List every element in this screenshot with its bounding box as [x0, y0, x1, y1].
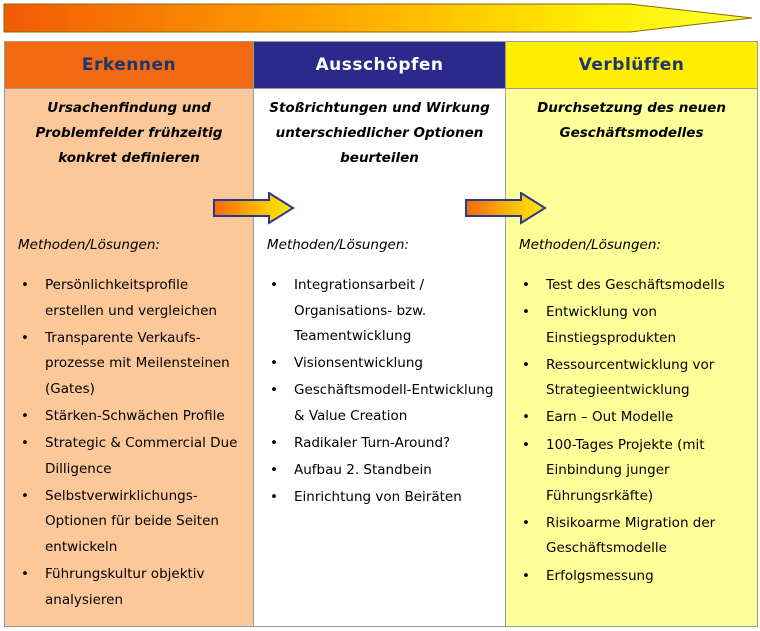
bullet-icon: •	[21, 487, 29, 504]
list-item-text: Einrichtung von Beiräten	[294, 489, 462, 506]
list-item	[21, 431, 245, 482]
list-item	[270, 458, 497, 484]
column-title: Ausschöpfen	[254, 42, 505, 89]
list-item	[522, 273, 749, 299]
list-item	[21, 562, 245, 613]
column-goal: Ursachenfindung und Problemfelder frühzeitig konkret definieren	[35, 100, 223, 166]
list-item	[270, 378, 497, 429]
methods-label: Methoden/Lösungen:	[519, 237, 661, 253]
bullet-icon: •	[21, 407, 29, 424]
list-item-text: Entwicklung von Einstiegsprodukten	[546, 304, 677, 346]
list-item-text: Risikoarme Migration der Geschäftsmodelle	[546, 514, 716, 557]
list-item	[270, 351, 497, 377]
bullet-icon: •	[21, 277, 29, 293]
list-item	[21, 484, 245, 561]
list-item-text: Aufbau 2. Standbein	[294, 462, 432, 479]
bullet-icon: •	[270, 277, 278, 293]
column-verblueffen	[505, 41, 758, 627]
list-item-text: Selbstverwirklichungs-Optionen für beide Seiten entwickeln	[45, 487, 219, 555]
column-erkennen	[4, 41, 254, 627]
list-item	[522, 405, 749, 431]
bullet-icon: •	[21, 435, 29, 452]
flow-arrow-icon	[465, 192, 547, 226]
list-item	[270, 273, 497, 350]
column-title: Erkennen	[5, 42, 253, 89]
method-list	[506, 273, 757, 591]
list-item	[522, 433, 749, 510]
column-goal: Durchsetzung des neuen Geschäftsmodelles	[537, 100, 726, 141]
column-goal: Stoßrichtungen und Wirkung unterschiedlicher Optionen beurteilen	[269, 100, 490, 166]
bullet-icon: •	[21, 329, 29, 346]
list-item-text: Ressourcentwicklung vor Strategieentwicklung	[546, 356, 715, 399]
bullet-icon: •	[270, 435, 278, 452]
list-item-text: Stärken-Schwächen Profile	[45, 407, 225, 424]
bullet-icon: •	[270, 355, 278, 372]
bullet-icon: •	[522, 277, 530, 293]
list-item-text: Integrationsarbeit / Organisations- bzw. Teamentwicklung	[294, 277, 427, 345]
method-list	[254, 273, 505, 512]
bullet-icon: •	[522, 356, 530, 373]
method-list	[5, 273, 253, 615]
list-item-text: Test des Geschäftsmodells	[546, 277, 725, 293]
list-item	[21, 326, 245, 403]
bullet-icon: •	[522, 304, 530, 321]
list-item	[522, 300, 749, 351]
bullet-icon: •	[270, 382, 278, 399]
list-item-text: Visionsentwicklung	[294, 355, 423, 372]
list-item-text: 100-Tages Projekte (mit Einbindung junger Führungsrkäfte)	[546, 436, 705, 504]
list-item	[522, 564, 749, 590]
column-title: Verblüffen	[506, 42, 757, 89]
methods-label: Methoden/Lösungen:	[267, 237, 409, 253]
bullet-icon: •	[270, 489, 278, 506]
methods-label: Methoden/Lösungen:	[18, 237, 160, 253]
list-item-text: Radikaler Turn-Around?	[294, 435, 451, 452]
bullet-icon: •	[522, 409, 530, 426]
bullet-icon: •	[270, 462, 278, 479]
progress-arrow	[0, 0, 760, 40]
list-item-text: Strategic & Commercial Due Dilligence	[45, 435, 238, 477]
list-item	[270, 431, 497, 457]
list-item-text: Persönlichkeitsprofile erstellen und vergleichen	[45, 277, 217, 319]
list-item-text: Geschäftsmodell-Entwicklung & Value Creation	[294, 382, 494, 424]
bullet-icon: •	[21, 566, 29, 583]
list-item	[21, 273, 245, 324]
list-item	[522, 511, 749, 562]
column-ausschoepfen	[253, 41, 506, 627]
bullet-icon: •	[522, 567, 530, 584]
list-item	[522, 353, 749, 404]
list-item-text: Transparente Verkaufs-prozesse mit Meilensteinen (Gates)	[45, 329, 230, 397]
list-item	[270, 485, 497, 511]
bullet-icon: •	[522, 436, 530, 453]
list-item	[21, 404, 245, 430]
bullet-icon: •	[522, 514, 530, 531]
list-item-text: Erfolgsmessung	[546, 567, 654, 584]
list-item-text: Führungskultur objektiv analysieren	[45, 566, 205, 608]
list-item-text: Earn – Out Modelle	[546, 409, 674, 426]
flow-arrow-icon	[213, 192, 295, 226]
